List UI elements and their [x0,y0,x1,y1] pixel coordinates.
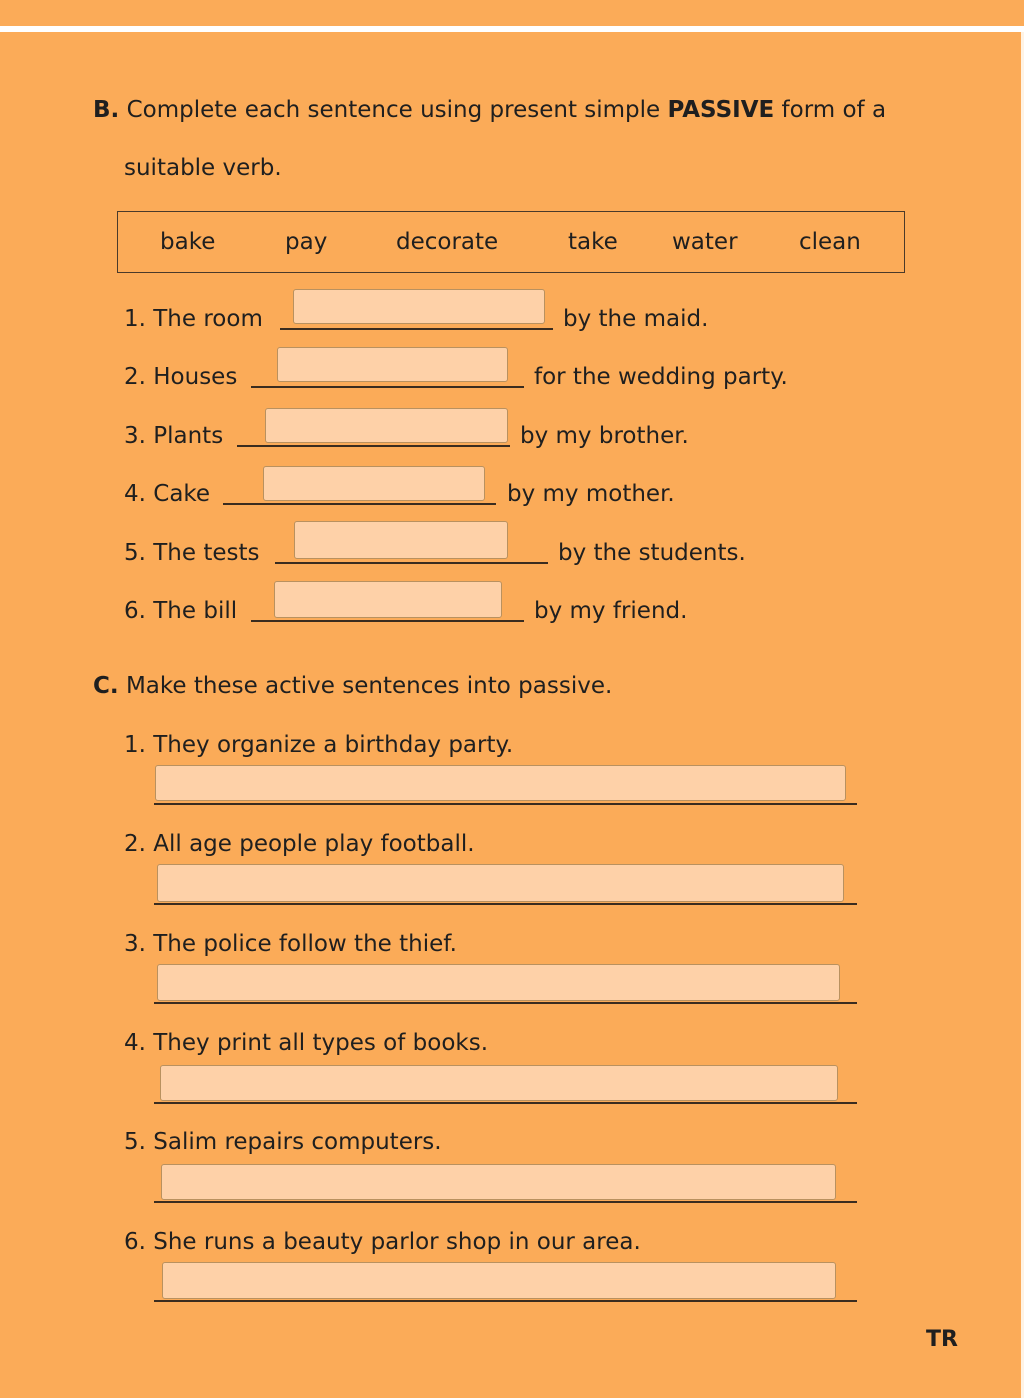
answer-line [154,803,857,805]
instruction-keyword: PASSIVE [667,97,775,123]
answer-line [154,1002,857,1004]
section-b-instruction [93,96,886,124]
active-sentence: 2. All age people play football. [124,831,475,857]
word-bank-item: water [672,229,738,255]
passive-answer-input[interactable] [160,1065,838,1101]
sentence-end: by my mother. [507,481,675,507]
section-b-instruction-line2: suitable verb. [124,155,282,181]
sentence-end: by my brother. [520,423,689,449]
active-sentence: 1. They organize a birthday party. [124,732,514,758]
sentence-start: 4. Cake [124,481,211,507]
instruction-text: Make these active sentences into passive. [125,673,613,699]
sentence-end: by the maid. [563,306,709,332]
top-divider [0,26,1024,32]
section-b-letter: B. [93,97,120,123]
section-c-letter: C. [93,673,119,699]
answer-line [251,620,524,622]
blank-answer-input[interactable] [265,408,508,443]
section-c-instruction [93,672,612,700]
active-sentence: 6. She runs a beauty parlor shop in our area. [124,1229,641,1255]
blank-answer-input[interactable] [293,289,545,324]
sentence-start: 2. Houses [124,364,238,390]
passive-answer-input[interactable] [161,1164,836,1200]
word-bank-item: take [568,229,618,255]
blank-answer-input[interactable] [263,466,485,501]
answer-line [223,503,496,505]
active-sentence: 3. The police follow the thief. [124,931,457,957]
sentence-end: by my friend. [534,598,688,624]
sentence-end: for the wedding party. [534,364,788,390]
word-bank-item: decorate [396,229,499,255]
sentence-end: by the students. [558,540,746,566]
sentence-start: 1. The room [124,306,263,332]
word-bank-item: clean [799,229,861,255]
sentence-start: 6. The bill [124,598,238,624]
passive-answer-input[interactable] [157,864,844,902]
sentence-start: 5. The tests [124,540,260,566]
passive-answer-input[interactable] [162,1262,836,1299]
word-bank-item: bake [160,229,216,255]
answer-line [251,386,524,388]
answer-line [280,328,553,330]
footer-mark: TR [926,1327,958,1352]
word-bank [117,211,905,273]
sentence-start: 3. Plants [124,423,224,449]
answer-line [154,1102,857,1104]
answer-line [275,562,548,564]
active-sentence: 4. They print all types of books. [124,1030,489,1056]
blank-answer-input[interactable] [274,581,502,618]
blank-answer-input[interactable] [277,347,508,382]
passive-answer-input[interactable] [155,765,846,801]
active-sentence: 5. Salim repairs computers. [124,1129,442,1155]
passive-answer-input[interactable] [157,964,840,1001]
word-bank-item: pay [285,229,328,255]
instruction-text: Complete each sentence using present simple [126,97,661,123]
blank-answer-input[interactable] [294,521,508,559]
answer-line [237,445,510,447]
answer-line [154,1300,857,1302]
answer-line [154,903,857,905]
answer-line [154,1201,857,1203]
instruction-text-end: form of a [781,97,887,123]
